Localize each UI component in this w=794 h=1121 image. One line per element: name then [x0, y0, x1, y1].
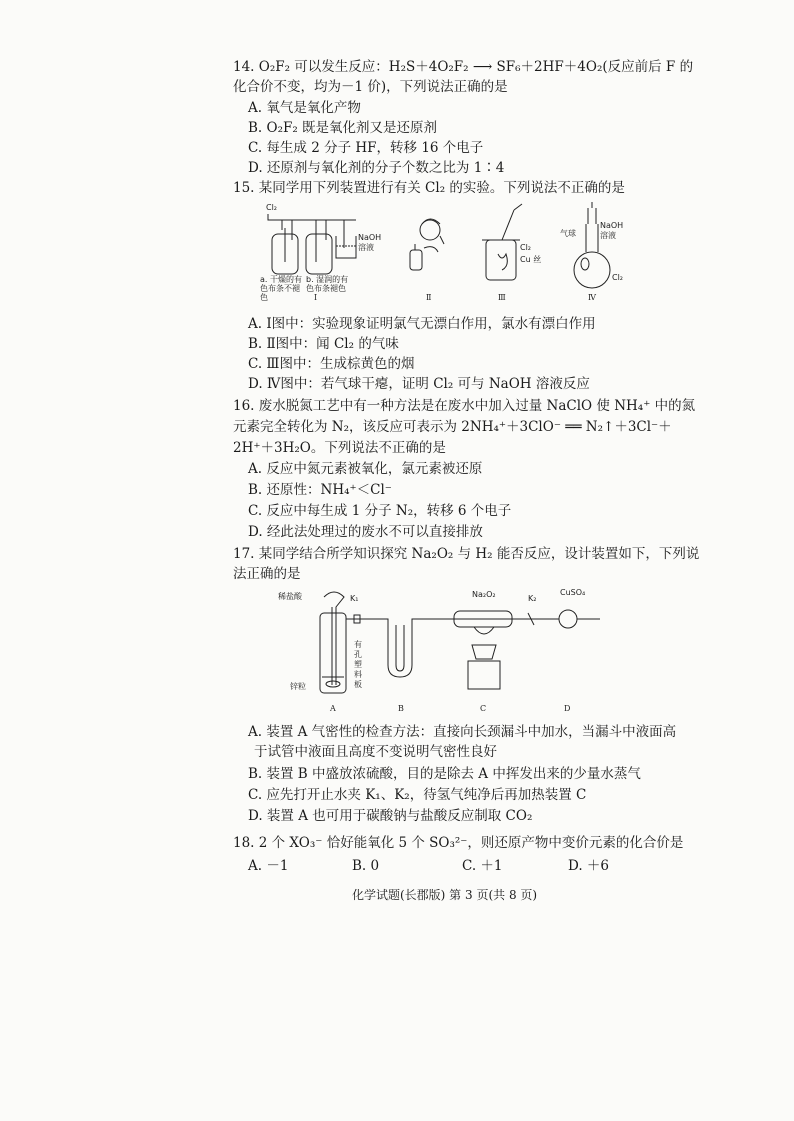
q17-plate-4: 料: [354, 670, 362, 679]
q17-plate-3: 塑: [354, 660, 362, 669]
q15-naoh-label-1: NaOH: [358, 233, 382, 242]
page-footer: 化学试题(长郡版) 第 3 页(共 8 页): [352, 888, 538, 902]
q15-balloon-label: 气球: [560, 229, 576, 238]
q17-stem-line1: 17. 某同学结合所学知识探究 Na₂O₂ 与 H₂ 能否反应，设计装置如下，下列说: [233, 546, 700, 562]
q17-option-b: B. 装置 B 中盛放浓硫酸，目的是除去 A 中挥发出来的少量水蒸气: [248, 766, 641, 782]
q16-stem-line1: 16. 废水脱氮工艺中有一种方法是在废水中加入过量 NaClO 使 NH₄⁺ 中的氮: [233, 398, 696, 414]
q15-bottle-a-3: 色: [260, 293, 268, 302]
q18-option-b: B. 0: [352, 858, 380, 874]
q15-bottle-a-1: a. 干燥的有: [260, 275, 302, 284]
q15-option-d: D. Ⅳ图中：若气球干瘪，证明 Cl₂ 可与 NaOH 溶液反应: [248, 376, 590, 392]
q18-option-c: C. ＋1: [462, 858, 503, 874]
q16-option-d: D. 经此法处理过的废水不可以直接排放: [248, 524, 483, 540]
q14-stem-line2: 化合价不变，均为－1 价)，下列说法正确的是: [233, 79, 508, 95]
q17-plate-2: 孔: [354, 650, 362, 659]
q17-option-a-cont: 于试管中液面且高度不变说明气密性良好: [254, 744, 497, 760]
q17-figure: [278, 585, 628, 715]
q16-stem-line3: 2H⁺＋3H₂O。下列说法不正确的是: [233, 440, 446, 456]
q16-option-c: C. 反应中每生成 1 分子 N₂，转移 6 个电子: [248, 503, 512, 519]
q14-option-c: C. 每生成 2 分子 HF，转移 16 个电子: [248, 140, 484, 156]
q15-option-a: A. Ⅰ图中：实验现象证明氯气无漂白作用，氯水有漂白作用: [248, 316, 596, 332]
q17-zinc-label: 锌粒: [290, 682, 306, 691]
q15-bottle-b-1: b. 湿润的有: [306, 275, 349, 284]
q14-option-d: D. 还原剂与氧化剂的分子个数之比为 1∶4: [248, 160, 505, 176]
q15-cl2-label-3: Cl₂: [520, 243, 532, 252]
q15-cu-label: Cu 丝: [520, 255, 542, 264]
q15-naoh-label-4b: 溶液: [600, 231, 616, 240]
q17-letter-b: B: [398, 704, 404, 713]
q15-roman-4: Ⅳ: [588, 293, 596, 302]
q18-option-a: A. －1: [248, 858, 289, 874]
q17-acid-label: 稀盐酸: [278, 592, 302, 601]
q18-stem: 18. 2 个 XO₃⁻ 恰好能氧化 5 个 SO₃²⁻，则还原产物中变价元素的化合价是: [233, 835, 684, 851]
q16-option-a: A. 反应中氮元素被氧化，氯元素被还原: [248, 461, 483, 477]
q17-letter-c: C: [480, 704, 487, 713]
q14-stem-line1: 14. O₂F₂ 可以发生反应：H₂S＋4O₂F₂ ⟶ SF₆＋2HF＋4O₂(反应前后 F 的: [233, 59, 694, 75]
q17-na2o2-label: Na₂O₂: [472, 590, 496, 599]
q15-option-c: C. Ⅲ图中：生成棕黄色的烟: [248, 356, 415, 372]
q17-cuso4-label: CuSO₄: [560, 588, 586, 597]
q14-option-b: B. O₂F₂ 既是氧化剂又是还原剂: [248, 120, 438, 136]
q17-option-a: A. 装置 A 气密性的检查方法：直接向长颈漏斗中加水，当漏斗中液面高: [248, 724, 677, 740]
q17-letter-a: A: [330, 704, 336, 713]
q15-option-b: B. Ⅱ图中：闻 Cl₂ 的气味: [248, 336, 399, 352]
q15-figure: [252, 200, 652, 308]
q15-cl2-label-4: Cl₂: [612, 273, 624, 282]
q15-bottle-a-2: 色布条不褪: [260, 284, 300, 293]
q15-roman-2: Ⅱ: [426, 293, 432, 302]
q18-option-d: D. ＋6: [568, 858, 610, 874]
q17-k2-label: K₂: [528, 594, 537, 603]
q15-naoh-label-4a: NaOH: [600, 221, 624, 230]
q15-cl2-label: Cl₂: [266, 203, 278, 212]
q14-option-a: A. 氧气是氧化产物: [248, 100, 361, 116]
q17-plate-1: 有: [354, 640, 362, 649]
q17-letter-d: D: [564, 704, 571, 713]
q17-stem-line2: 法正确的是: [233, 566, 301, 582]
q17-option-c: C. 应先打开止水夹 K₁、K₂，待氢气纯净后再加热装置 C: [248, 787, 587, 803]
q15-stem: 15. 某同学用下列装置进行有关 Cl₂ 的实验。下列说法不正确的是: [233, 180, 625, 196]
q16-option-b: B. 还原性：NH₄⁺＜Cl⁻: [248, 482, 392, 498]
q17-option-d: D. 装置 A 也可用于碳酸钠与盐酸反应制取 CO₂: [248, 808, 533, 824]
q16-stem-line2: 元素完全转化为 N₂，该反应可表示为 2NH₄⁺＋3ClO⁻ ══ N₂↑＋3Cl⁻＋: [233, 419, 672, 435]
q15-roman-1: Ⅰ: [314, 293, 318, 302]
q15-roman-3: Ⅲ: [498, 293, 506, 302]
q15-naoh-label-2: 溶液: [358, 243, 374, 252]
q17-k1-label: K₁: [350, 594, 359, 603]
q17-plate-5: 板: [354, 680, 362, 689]
q15-bottle-b-2: 色布条褪色: [306, 284, 346, 293]
